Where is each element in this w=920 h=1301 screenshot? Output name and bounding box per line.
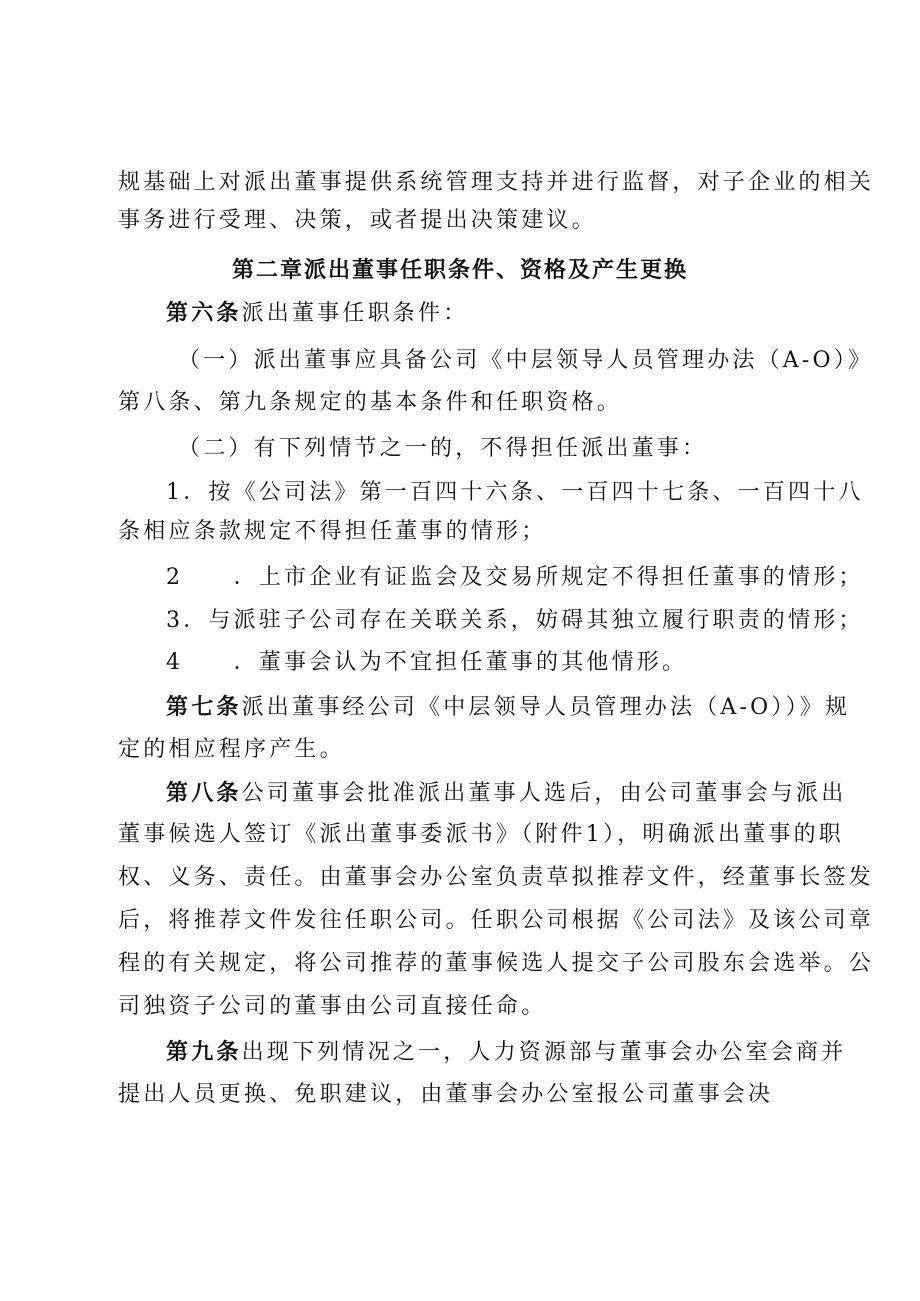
- chapter-heading: 第二章派出董事任职条件、资格及产生更换: [231, 257, 688, 283]
- article-label: 第七条: [166, 694, 242, 720]
- text-line: 权、义务、责任。由董事会办公室负责草拟推荐文件，经董事长签发: [118, 865, 875, 890]
- text-line: 程的有关规定，将公司推荐的董事候选人提交子公司股东会选举。公: [118, 951, 875, 976]
- text-line: 提出人员更换、免职建议，由董事会办公室报公司董事会决: [118, 1082, 774, 1107]
- text-line: 4 ．董事会认为不宜担任董事的其他情形。: [166, 650, 688, 675]
- text-line: 第八条、第九条规定的基本条件和任职资格。: [118, 390, 623, 415]
- article-label: 第六条: [166, 300, 242, 326]
- article-8: [166, 778, 866, 809]
- article-6: [166, 298, 866, 329]
- article-text: 公司董事会批准派出董事人选后，由公司董事会与派出: [241, 781, 847, 806]
- text-line: 1．按《公司法》第一百四十六条、一百四十七条、一百四十八: [166, 480, 864, 505]
- text-line: 定的相应程序产生。: [118, 737, 345, 762]
- text-line: 3．与派驻子公司存在关联关系，妨碍其独立履行职责的情形；: [166, 608, 864, 633]
- text-line: 事务进行受理、决策，或者提出决策建议。: [118, 208, 597, 233]
- text-line: 条相应条款规定不得担任董事的情形；: [118, 519, 547, 544]
- text-line: 司独资子公司的董事由公司直接任命。: [118, 994, 547, 1019]
- article-text: 派出董事经公司《中层领导人员管理办法（A-O））》规: [241, 695, 851, 720]
- text-line: （二）有下列情节之一的，不得担任派出董事：: [178, 436, 708, 461]
- text-line: 规基础上对派出董事提供系统管理支持并进行监督，对子企业的相关: [118, 170, 875, 195]
- article-7: [166, 692, 866, 723]
- article-text: 出现下列情况之一，人力资源部与董事会办公室会商并: [241, 1040, 847, 1065]
- text-line: （一）派出董事应具备公司《中层领导人员管理办法（A-O）》: [178, 348, 874, 373]
- article-label: 第八条: [166, 780, 242, 806]
- article-label: 第九条: [166, 1039, 242, 1065]
- article-9: [166, 1037, 866, 1068]
- text-line: 后，将推荐文件发往任职公司。任职公司根据《公司法》及该公司章: [118, 908, 875, 933]
- article-text: 派出董事任职条件：: [241, 301, 469, 326]
- text-line: 董事候选人签订《派出董事委派书》（附件1），明确派出董事的职: [118, 822, 844, 847]
- text-line: 2 ．上市企业有证监会及交易所规定不得担任董事的情形；: [166, 565, 864, 590]
